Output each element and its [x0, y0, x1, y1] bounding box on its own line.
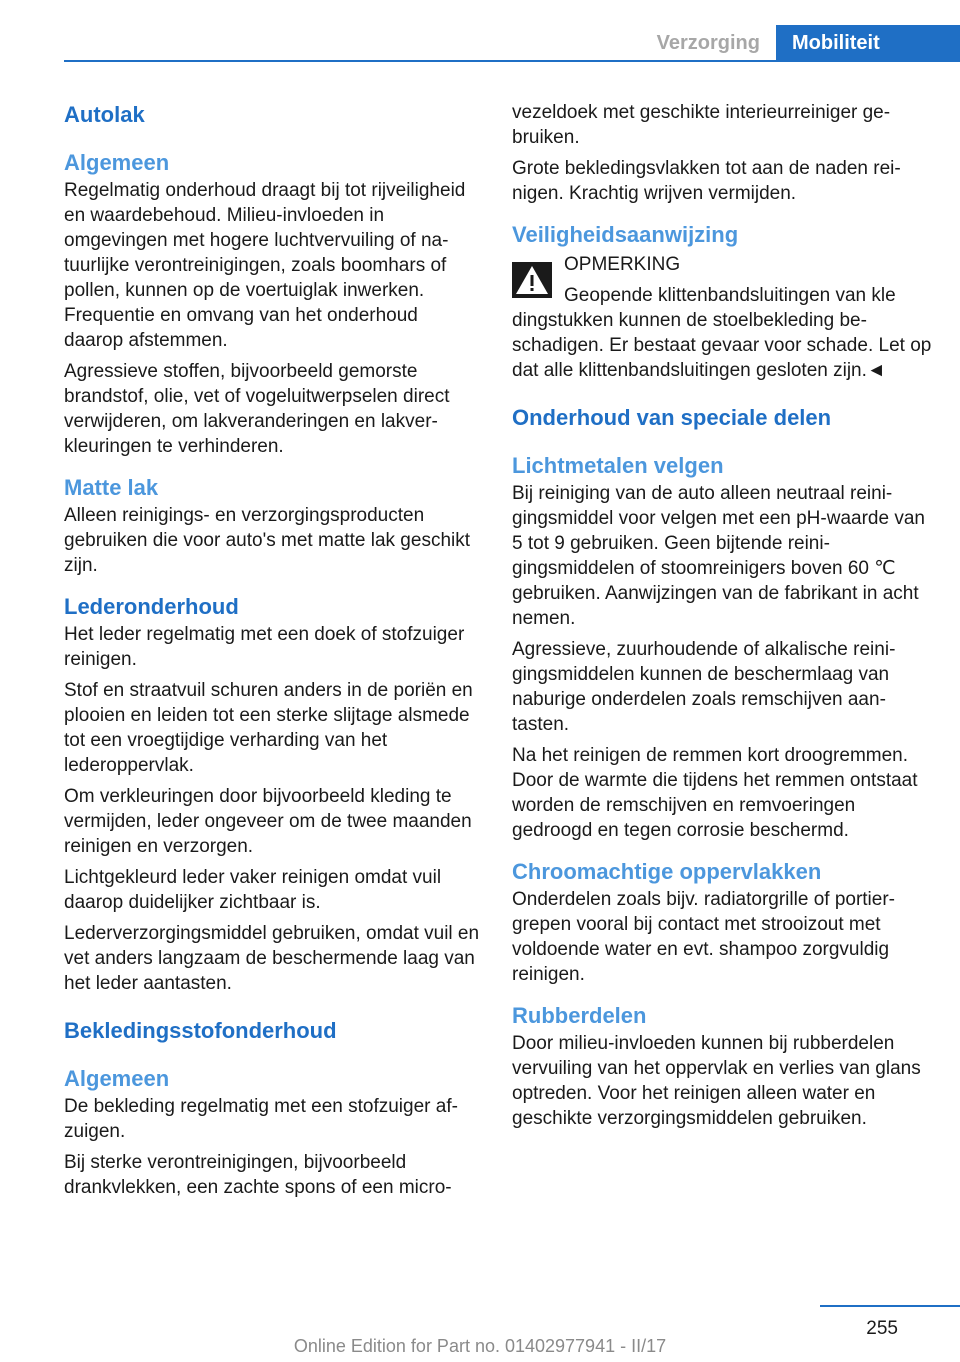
- tab-verzorging[interactable]: Verzorging: [656, 32, 760, 54]
- paragraph: Agressieve stoffen, bijvoorbeeld gemorste brandstof, olie, vet of vogeluitwerpselen direct verwijderen, om lakveranderingen en lakverkleuringen te verhinderen.: [64, 361, 450, 457]
- paragraph: Grote bekledingsvlakken tot aan de naden reinigen. Krachtig wrijven vermijden.: [512, 158, 901, 204]
- paragraph: Lederverzorgingsmiddel gebruiken, omdat vuil en vet anders langzaam de beschermende laag van het leder aantasten.: [64, 923, 480, 994]
- page-number: 255: [866, 1318, 898, 1339]
- warning-title: OPMERKING: [564, 254, 681, 275]
- paragraph: Om verkleuringen door bijvoorbeeld kleding te vermijden, leder ongeveer om de twee maanden reinigen en verzorgen.: [64, 786, 472, 857]
- paragraph: Regelmatig onderhoud draagt bij tot rijveiligheid en waardebehoud. Milieu-invloeden in omgevingen met hogere luchtvervuiling of natuurlijke verontreinigingen, zoals boomhars of pollen, kunnen op de voertuiglak inwerken. Frequentie en omvang van het onderhoud daarop afstemmen.: [64, 180, 466, 351]
- subsection-title-lichtmetalen-velgen: Lichtmetalen velgen: [512, 453, 724, 478]
- paragraph: Agressieve, zuurhoudende of alkalische reinigingsmiddelen kunnen de beschermlaag van naburige onderdelen zoals remschijven aantasten.: [512, 639, 896, 735]
- subsection-title-lederonderhoud: Lederonderhoud: [64, 594, 239, 619]
- paragraph: Het leder regelmatig met een doek of stofzuiger reinigen.: [64, 624, 465, 670]
- subsection-title-matte-lak: Matte lak: [64, 475, 159, 500]
- paragraph: Bij reiniging van de auto alleen neutraal reinigingsmiddel voor velgen met een pH-waarde van 5 tot 9 gebruiken. Geen bijtende reinigingsmiddelen of stoomreinigers boven 60 ℃ gebruiken. Aanwijzingen van de fabrikant in acht nemen.: [512, 483, 925, 629]
- subsection-title-algemeen-bekleding: Algemeen: [64, 1066, 170, 1091]
- left-column: [64, 100, 482, 1206]
- header-tabs: [639, 25, 960, 61]
- paragraph: Alleen reinigings- en verzorgingsproducten gebruiken die voor auto's met matte lak geschikt zijn.: [64, 505, 471, 576]
- footer-edition-text: Online Edition for Part no. 01402977941 - II/17: [293, 1336, 667, 1356]
- header-rule: [64, 60, 960, 62]
- paragraph: Na het reinigen de remmen kort droogremmen. Door de warmte die tijdens het remmen ontstaat worden de remschijven en remvoeringen gedroogd en tegen corrosie beschermd.: [512, 745, 918, 841]
- paragraph: Onderdelen zoals bijv. radiatorgrille of portiergrepen vooral bij contact met strooizout met voldoende water en evt. shampoo zorgvuldig reinigen.: [512, 889, 895, 985]
- section-title-bekledingsstofonderhoud: Bekledingsstofonderhoud: [64, 1018, 337, 1043]
- section-title-onderhoud-speciale-delen: Onderhoud van speciale delen: [512, 405, 832, 430]
- section-title-autolak: Autolak: [64, 102, 145, 127]
- paragraph: Stof en straatvuil schuren anders in de poriën en plooien en leiden tot een sterke slijtage alsmede tot een vroegtijdige verharding van het lederoppervlak.: [64, 680, 473, 776]
- paragraph: Bij sterke verontreinigingen, bijvoorbeeld drankvlekken, een zachte spons of een micro-: [64, 1152, 452, 1198]
- subsection-title-chroomachtige-oppervlakken: Chroomachtige oppervlakken: [512, 859, 822, 884]
- paragraph: vezeldoek met geschikte interieurreiniger gebruiken.: [512, 102, 891, 148]
- right-column: [512, 100, 932, 1137]
- subsection-title-algemeen: Algemeen: [64, 150, 170, 175]
- warning-block: [512, 252, 932, 308]
- warning-icon: [512, 262, 552, 298]
- paragraph: Lichtgekleurd leder vaker reinigen omdat vuil daarop duidelijker zichtbaar is.: [64, 867, 442, 913]
- warning-text: dingstukken kunnen de stoelbekleding beschadigen. Er bestaat gevaar voor schade. Let op dat alle klittenbandsluitingen gesloten zijn.◄: [512, 310, 932, 381]
- paragraph: De bekleding regelmatig met een stofzuiger afzuigen.: [64, 1096, 458, 1142]
- subsection-title-rubberdelen: Rubberdelen: [512, 1003, 647, 1028]
- footer-rule: [820, 1305, 960, 1307]
- paragraph: Door milieu-invloeden kunnen bij rubberdelen vervuiling van het oppervlak en verlies van glans optreden. Voor het reinigen alleen water en geschikte verzorgingsmiddelen gebruiken.: [512, 1033, 921, 1129]
- subsection-title-veiligheidsaanwijzing: Veiligheidsaanwijzing: [512, 222, 739, 247]
- tab-mobiliteit[interactable]: Mobiliteit: [776, 25, 960, 61]
- warning-text-first-line: Geopende klittenbandsluitingen van kle: [564, 285, 896, 306]
